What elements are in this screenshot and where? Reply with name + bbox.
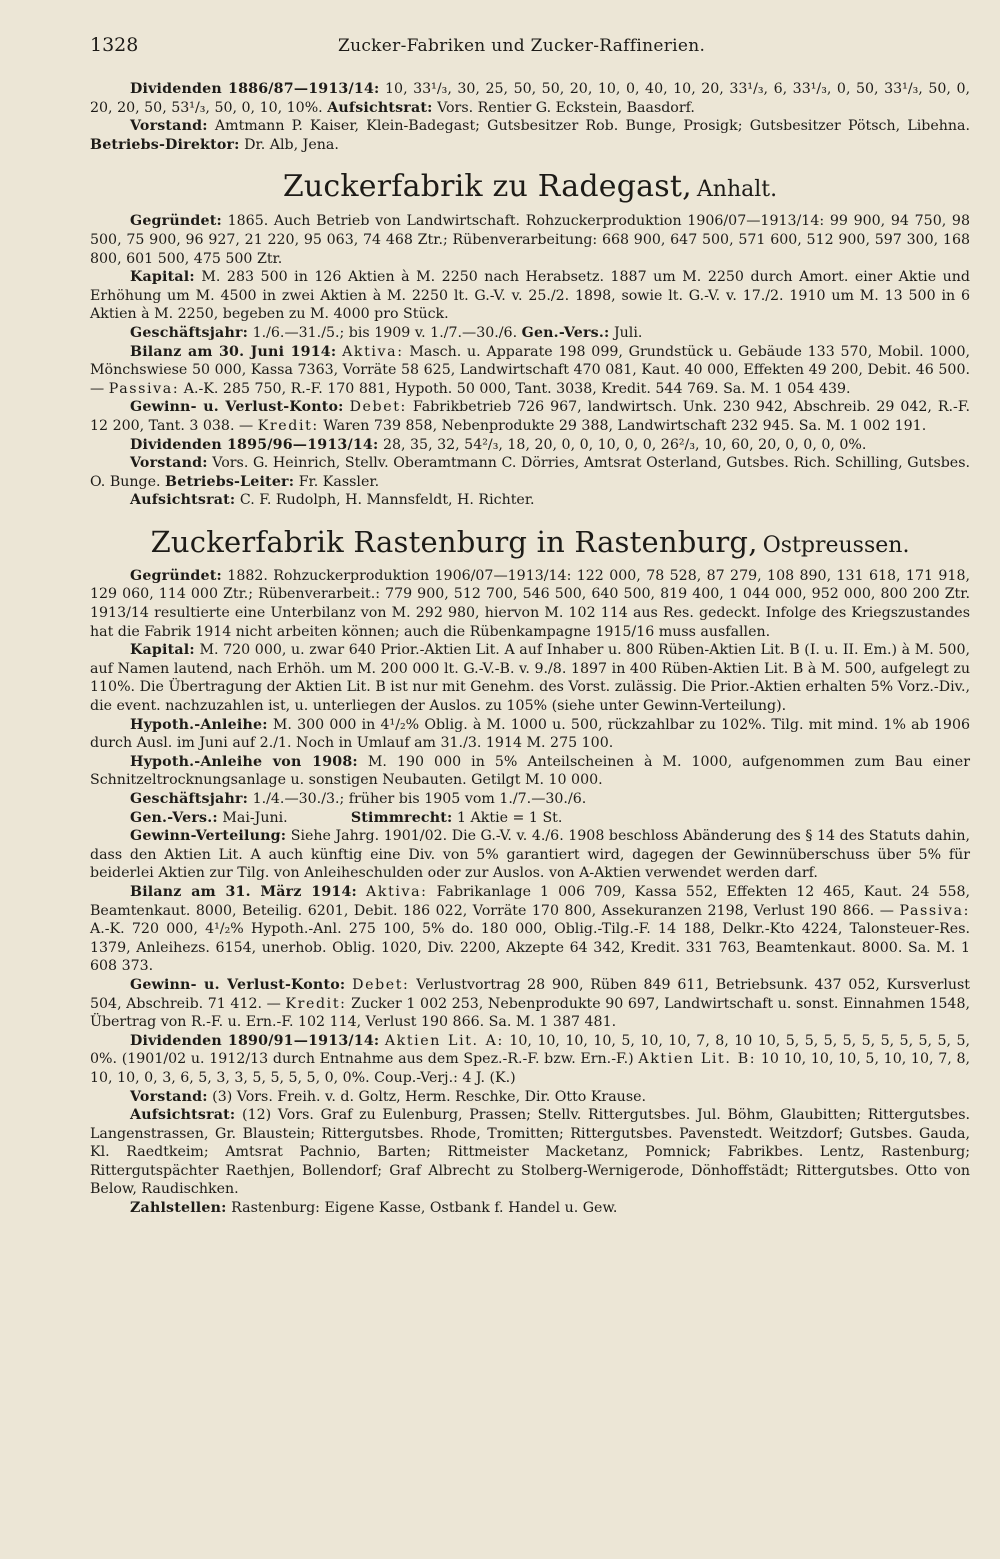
prev-dividenden-text: 10, 33¹/₃, 30, 25, 50, 50, 20, 10, 0, 40, 10, 20, 33¹/₃, 6, 33¹/₃, 0, 50, 33¹/₃, 50, 0, 20, 20, 50, 53¹/₃, 50, 0, 10, 10%.: [90, 81, 970, 116]
running-title: Zucker-Fabriken und Zucker-Raffinerien.: [338, 36, 706, 56]
prev-aufsichtsrat-label: Aufsichtsrat:: [327, 99, 433, 116]
radegast-guv-label: Gewinn- u. Verlust-Konto:: [130, 399, 344, 416]
rastenburg-bilanz-aktiva: Aktiva:: [366, 883, 428, 900]
radegast-genvers-label: Gen.-Vers.:: [521, 324, 610, 341]
rastenburg-dividenden-text-b: 10 10, 10, 10, 5, 10, 10, 7, 8, 10, 10, 0, 3, 6, 5, 3, 3, 5, 5, 5, 5, 0, 0%. Coup.-Verj.: 4 J. (K.): [90, 1051, 970, 1086]
rastenburg-zahlstellen: [90, 1199, 970, 1218]
rastenburg-dividenden-aktien-b: Aktien Lit. B:: [638, 1051, 757, 1068]
rastenburg-vorstand-text: (3) Vors. Freih. v. d. Goltz, Herm. Reschke, Dir. Otto Krause.: [212, 1088, 647, 1105]
prev-dividenden-label: Dividenden 1886/87—1913/14:: [130, 81, 380, 97]
prev-direktor-label: Betriebs-Direktor:: [90, 136, 240, 153]
radegast-bilanz-text2: A.-K. 285 750, R.-F. 170 881, Hypoth. 50 000, Tant. 3038, Kredit. 544 769. Sa. M. 1 054 439.: [183, 380, 851, 397]
prev-vorstand-text: Amtmann P. Kaiser, Klein-Badegast; Gutsbesitzer Rob. Bunge, Prosigk; Gutsbesitzer Pötsch, Libehna.: [214, 118, 970, 135]
rastenburg-stimmrecht-text: 1 Aktie = 1 St.: [457, 809, 563, 826]
radegast-gegruendet: [90, 212, 970, 268]
rastenburg-bilanz-label: Bilanz am 31. März 1914:: [130, 883, 357, 900]
rastenburg-genvers: [90, 809, 970, 828]
rastenburg-gegruendet-label: Gegründet:: [130, 567, 222, 584]
rastenburg-aufsichtsrat-text: (12) Vors. Graf zu Eulenburg, Prassen; Stellv. Rittergutsbes. Jul. Böhm, Glaubitten; Rittergutsbes. Langenstrassen, Gr. Blaustein; Rittergutsbes. Rhode, Tromitten; Rittergutsbes. Pavenstedt. Weitzdorf; Gutsbes. Gauda, Kl. Raedtkeim; Amtsrat Pachnio, Barten; Rittmeister Macketanz, Pomnick; Fabrikbes. Lentz, Rastenburg; Rittergutspächter Raethjen, Bollendorf; Graf Albrecht zu Stolberg-Wernigerode, Dönhoffstädt; Rittergutsbes. Otto von Below, Raudischken.: [90, 1107, 970, 1198]
rastenburg-hypoth1908-text: M. 190 000 in 5% Anteilscheinen à M. 1000, aufgenommen zum Bau einer Schnitzeltrocknungsanlage u. sonstigen Neubauten. Getilgt M. 10 000.: [90, 753, 970, 789]
radegast-guv-text1: Fabrikbetrieb 726 967, landwirtsch. Unk. 230 942, Abschreib. 29 042, R.-F. 12 200, Tant. 3 038. —: [90, 399, 970, 434]
rastenburg-gegruendet: [90, 567, 970, 641]
rastenburg-aufsichtsrat-label: Aufsichtsrat:: [130, 1107, 236, 1124]
rastenburg-zahlstellen-text: Rastenburg: Eigene Kasse, Ostbank f. Handel u. Gew.: [231, 1200, 618, 1217]
rastenburg-guv-text2: Zucker 1 002 253, Nebenprodukte 90 697, Landwirtschaft u. sonst. Einnahmen 1548, Übertrag von R.-F. u. Ern.-F. 102 114, Verlust 190 866. Sa. M. 1 387 481.: [90, 995, 970, 1031]
radegast-bilanz-passiva: Passiva:: [108, 380, 180, 397]
radegast-gegruendet-label: Gegründet:: [130, 213, 222, 230]
radegast-aufsichtsrat-label: Aufsichtsrat:: [130, 492, 236, 509]
radegast-dividenden-label: Dividenden 1895/96—1913/14:: [130, 436, 379, 453]
radegast-aufsichtsrat: [90, 491, 970, 510]
page-number: 1328: [90, 34, 139, 56]
rastenburg-hypoth: [90, 716, 970, 753]
rastenburg-geschaeftsjahr-label: Geschäftsjahr:: [130, 791, 249, 807]
rastenburg-guv: [90, 976, 970, 1032]
radegast-aufsichtsrat-text: C. F. Rudolph, H. Mannsfeldt, H. Richter.: [239, 492, 535, 509]
rastenburg-verteilung-label: Gewinn-Verteilung:: [130, 828, 287, 845]
rastenburg-hypoth-label: Hypoth.-Anleihe:: [130, 716, 268, 733]
radegast-vorstand-label: Vorstand:: [130, 455, 208, 472]
rastenburg-verteilung-text: Siehe Jahrg. 1901/02. Die G.-V. v. 4./6. 1908 beschloss Abänderung des § 14 des Statuts dahin, dass den Aktien Lit. A auch künftig eine Div. von 5% garantiert wird, dagegen der Gewinnüberschuss über 5% für beiderlei Aktien zur Tilg. von Anleiheschulden oder zur Auslos. von A-Aktien verwendet werden darf.: [90, 828, 971, 882]
rastenburg-kapital: [90, 641, 970, 715]
radegast-vorstand-text: Vors. G. Heinrich, Stellv. Oberamtmann C. Dörries, Amtsrat Osterland, Gutsbes. Rich. Schilling, Gutsbes. O. Bunge.: [90, 455, 970, 490]
radegast-geschaeftsjahr-text: 1./6.—31./5.; bis 1909 v. 1./7.—30./6.: [252, 324, 518, 341]
radegast-geschaeftsjahr: [90, 324, 970, 343]
radegast-heading: [90, 169, 970, 205]
rastenburg-hypoth1908-label: Hypoth.-Anleihe von 1908:: [130, 753, 358, 770]
rastenburg-dividenden: [90, 1032, 970, 1088]
rastenburg-geschaeftsjahr: [90, 790, 970, 809]
radegast-gegruendet-text: 1865. Auch Betrieb von Landwirtschaft. Rohzuckerproduktion 1906/07—1913/14: 99 900, 94 750, 98 500, 75 900, 96 927, 21 220, 95 063, 74 468 Ztr.; Rübenverarbeitung: 668 900, 647 500, 571 600, 512 900, 597 300, 168 800, 601 500, 475 500 Ztr.: [90, 213, 970, 267]
rastenburg-dividenden-label: Dividenden 1890/91—1913/14:: [130, 1032, 380, 1049]
radegast-guv: [90, 398, 970, 435]
radegast-bilanz: [90, 343, 970, 399]
radegast-kapital-label: Kapital:: [130, 269, 195, 286]
radegast-bilanz-label: Bilanz am 30. Juni 1914:: [130, 343, 337, 360]
radegast-guv-debet: Debet:: [349, 399, 407, 416]
rastenburg-geschaeftsjahr-text: 1./4.—30./3.; früher bis 1905 vom 1./7.—30./6.: [252, 791, 587, 807]
rastenburg-aufsichtsrat: [90, 1106, 970, 1199]
radegast-leiter-label: Betriebs-Leiter:: [165, 473, 295, 490]
radegast-guv-kredit: Kredit:: [257, 417, 319, 434]
rastenburg-zahlstellen-label: Zahlstellen:: [130, 1200, 227, 1217]
rastenburg-bilanz-passiva: Passiva:: [899, 902, 970, 919]
rastenburg-bilanz: [90, 883, 970, 976]
prev-direktor-text: Dr. Alb, Jena.: [244, 136, 339, 153]
radegast-location: Anhalt.: [696, 177, 778, 203]
rastenburg-guv-debet: Debet:: [352, 976, 410, 993]
radegast-kapital: [90, 268, 970, 324]
radegast-leiter-text: Fr. Kassler.: [298, 473, 380, 490]
radegast-kapital-text: M. 283 500 in 126 Aktien à M. 2250 nach Herabsetz. 1887 um M. 2250 durch Amort. einer Aktie und Erhöhung um M. 4500 in zwei Aktien à M. 2250 lt. G.-V. v. 25./2. 1898, sowie lt. G.-V. v. 17./2. 1910 um M. 13 500 in 6 Aktien à M. 2250, begeben zu M. 4000 pro Stück.: [90, 269, 971, 323]
rastenburg-guv-text1: Verlustvortrag 28 900, Rüben 849 611, Betriebsunk. 437 052, Kursverlust 504, Abschreib. 71 412. —: [90, 976, 971, 1012]
rastenburg-stimmrecht-label: Stimmrecht:: [350, 809, 453, 826]
rastenburg-guv-kredit: Kredit:: [285, 995, 347, 1012]
radegast-dividenden: [90, 436, 970, 455]
radegast-name: Zuckerfabrik zu Radegast,: [282, 169, 692, 205]
prev-vorstand-label: Vorstand:: [130, 118, 208, 135]
rastenburg-genvers-text: Mai-Juni.: [222, 809, 288, 826]
rastenburg-kapital-text: M. 720 000, u. zwar 640 Prior.-Aktien Lit. A auf Inhaber u. 800 Rüben-Aktien Lit. B (I. u. II. Em.) à M. 500, auf Namen lautend, nach Erhöh. um M. 200 000 lt. G.-V.-B. v. 9./8. 1897 in 400 Rüben-Aktien Lit. B à M. 500, aufgelegt zu 110%. Die Übertragung der Aktien Lit. B ist nur mit Genehm. des Vorst. zulässig. Die Prior.-Aktien erhalten 5% Vorz.-Div., die event. nachzuzahlen ist, u. unterliegen der Auslos. zu 105% (siehe unter Gewinn-Verteilung).: [90, 642, 970, 715]
prev-aufsichtsrat-text: Vors. Rentier G. Eckstein, Baasdorf.: [437, 99, 695, 116]
rastenburg-dividenden-aktien-a: Aktien Lit. A:: [384, 1032, 504, 1049]
rastenburg-vorstand: [90, 1088, 970, 1107]
radegast-bilanz-aktiva: Aktiva:: [342, 343, 404, 360]
prev-dividenden: [90, 80, 970, 117]
rastenburg-guv-label: Gewinn- u. Verlust-Konto:: [130, 976, 346, 993]
radegast-bilanz-text1: Masch. u. Apparate 198 099, Grundstück u. Gebäude 133 570, Mobil. 1000, Mönchswiese 50 000, Kassa 7363, Vorräte 58 625, Landwirtschaft 470 081, Kaut. 40 000, Effekten 49 200, Debit. 46 500. —: [90, 343, 970, 397]
radegast-vorstand: [90, 454, 970, 491]
rastenburg-name: Zuckerfabrik Rastenburg in Rastenburg,: [150, 524, 758, 559]
rastenburg-hypoth-text: M. 300 000 in 4¹/₂% Oblig. à M. 1000 u. 500, rückzahlbar zu 102%. Tilg. mit mind. 1% ab 1906 durch Ausl. im Juni auf 2./1. Noch in Umlauf am 31./3. 1914 M. 275 100.: [90, 716, 970, 752]
rastenburg-kapital-label: Kapital:: [130, 642, 195, 659]
rastenburg-gegruendet-text: 1882. Rohzuckerproduktion 1906/07—1913/14: 122 000, 78 528, 87 279, 108 890, 131 618, 171 918, 129 060, 114 000 Ztr.; Rübenverarbeit.: 779 900, 512 700, 546 500, 640 500, 819 400, 1 044 000, 952 000, 800 200 Ztr. 1913/14 resultierte eine Unterbilanz von M. 292 980, hiervon M. 102 114 aus Res. gedeckt. Infolge des Kriegszustandes hat die Fabrik 1914 nicht arbeiten können; auch die Rübenkampagne 1915/16 muss ausfallen.: [90, 567, 970, 640]
rastenburg-genvers-label: Gen.-Vers.:: [130, 809, 218, 826]
rastenburg-verteilung: [90, 827, 970, 883]
rastenburg-dividenden-text-a: 10, 10, 10, 10, 5, 10, 10, 7, 8, 10 10, 5, 5, 5, 5, 5, 5, 5, 5, 5, 5, 0%. (1901/02 u. 1912/13 durch Entnahme aus dem Spez.-R.-F. bzw. Ern.-F.): [90, 1032, 971, 1068]
prev-vorstand: [90, 117, 970, 154]
rastenburg-vorstand-label: Vorstand:: [130, 1088, 208, 1105]
radegast-guv-text2: Waren 739 858, Nebenprodukte 29 388, Landwirtschaft 232 945. Sa. M. 1 002 191.: [323, 417, 927, 434]
rastenburg-bilanz-text1: Fabrikanlage 1 006 709, Kassa 552, Effekten 12 465, Kaut. 24 558, Beamtenkaut. 8000, Beteilig. 6201, Debit. 186 022, Vorräte 170 800, Assekuranzen 2198, Verlust 190 866. —: [90, 883, 971, 919]
running-head: [90, 34, 970, 62]
radegast-geschaeftsjahr-label: Geschäftsjahr:: [130, 324, 249, 341]
rastenburg-location: Ostpreussen.: [762, 532, 910, 558]
rastenburg-bilanz-text2: A.-K. 720 000, 4¹/₂% Hypoth.-Anl. 275 100, 5% do. 180 000, Oblig.-Tilg.-F. 14 188, Delkr.-Kto 4224, Talonsteuer-Res. 1379, Anleihezs. 6154, unerhob. Oblig. 1020, Div. 2200, Akzepte 64 342, Kredit. 331 763, Beamtenkaut. 8000. Sa. M. 1 608 373.: [90, 921, 970, 975]
rastenburg-heading: [90, 524, 970, 559]
radegast-genvers-text: Juli.: [613, 324, 643, 341]
radegast-dividenden-text: 28, 35, 32, 54²/₃, 18, 20, 0, 0, 10, 0, 0, 26²/₃, 10, 60, 20, 0, 0, 0, 0%.: [382, 436, 867, 453]
rastenburg-hypoth1908: [90, 753, 970, 790]
